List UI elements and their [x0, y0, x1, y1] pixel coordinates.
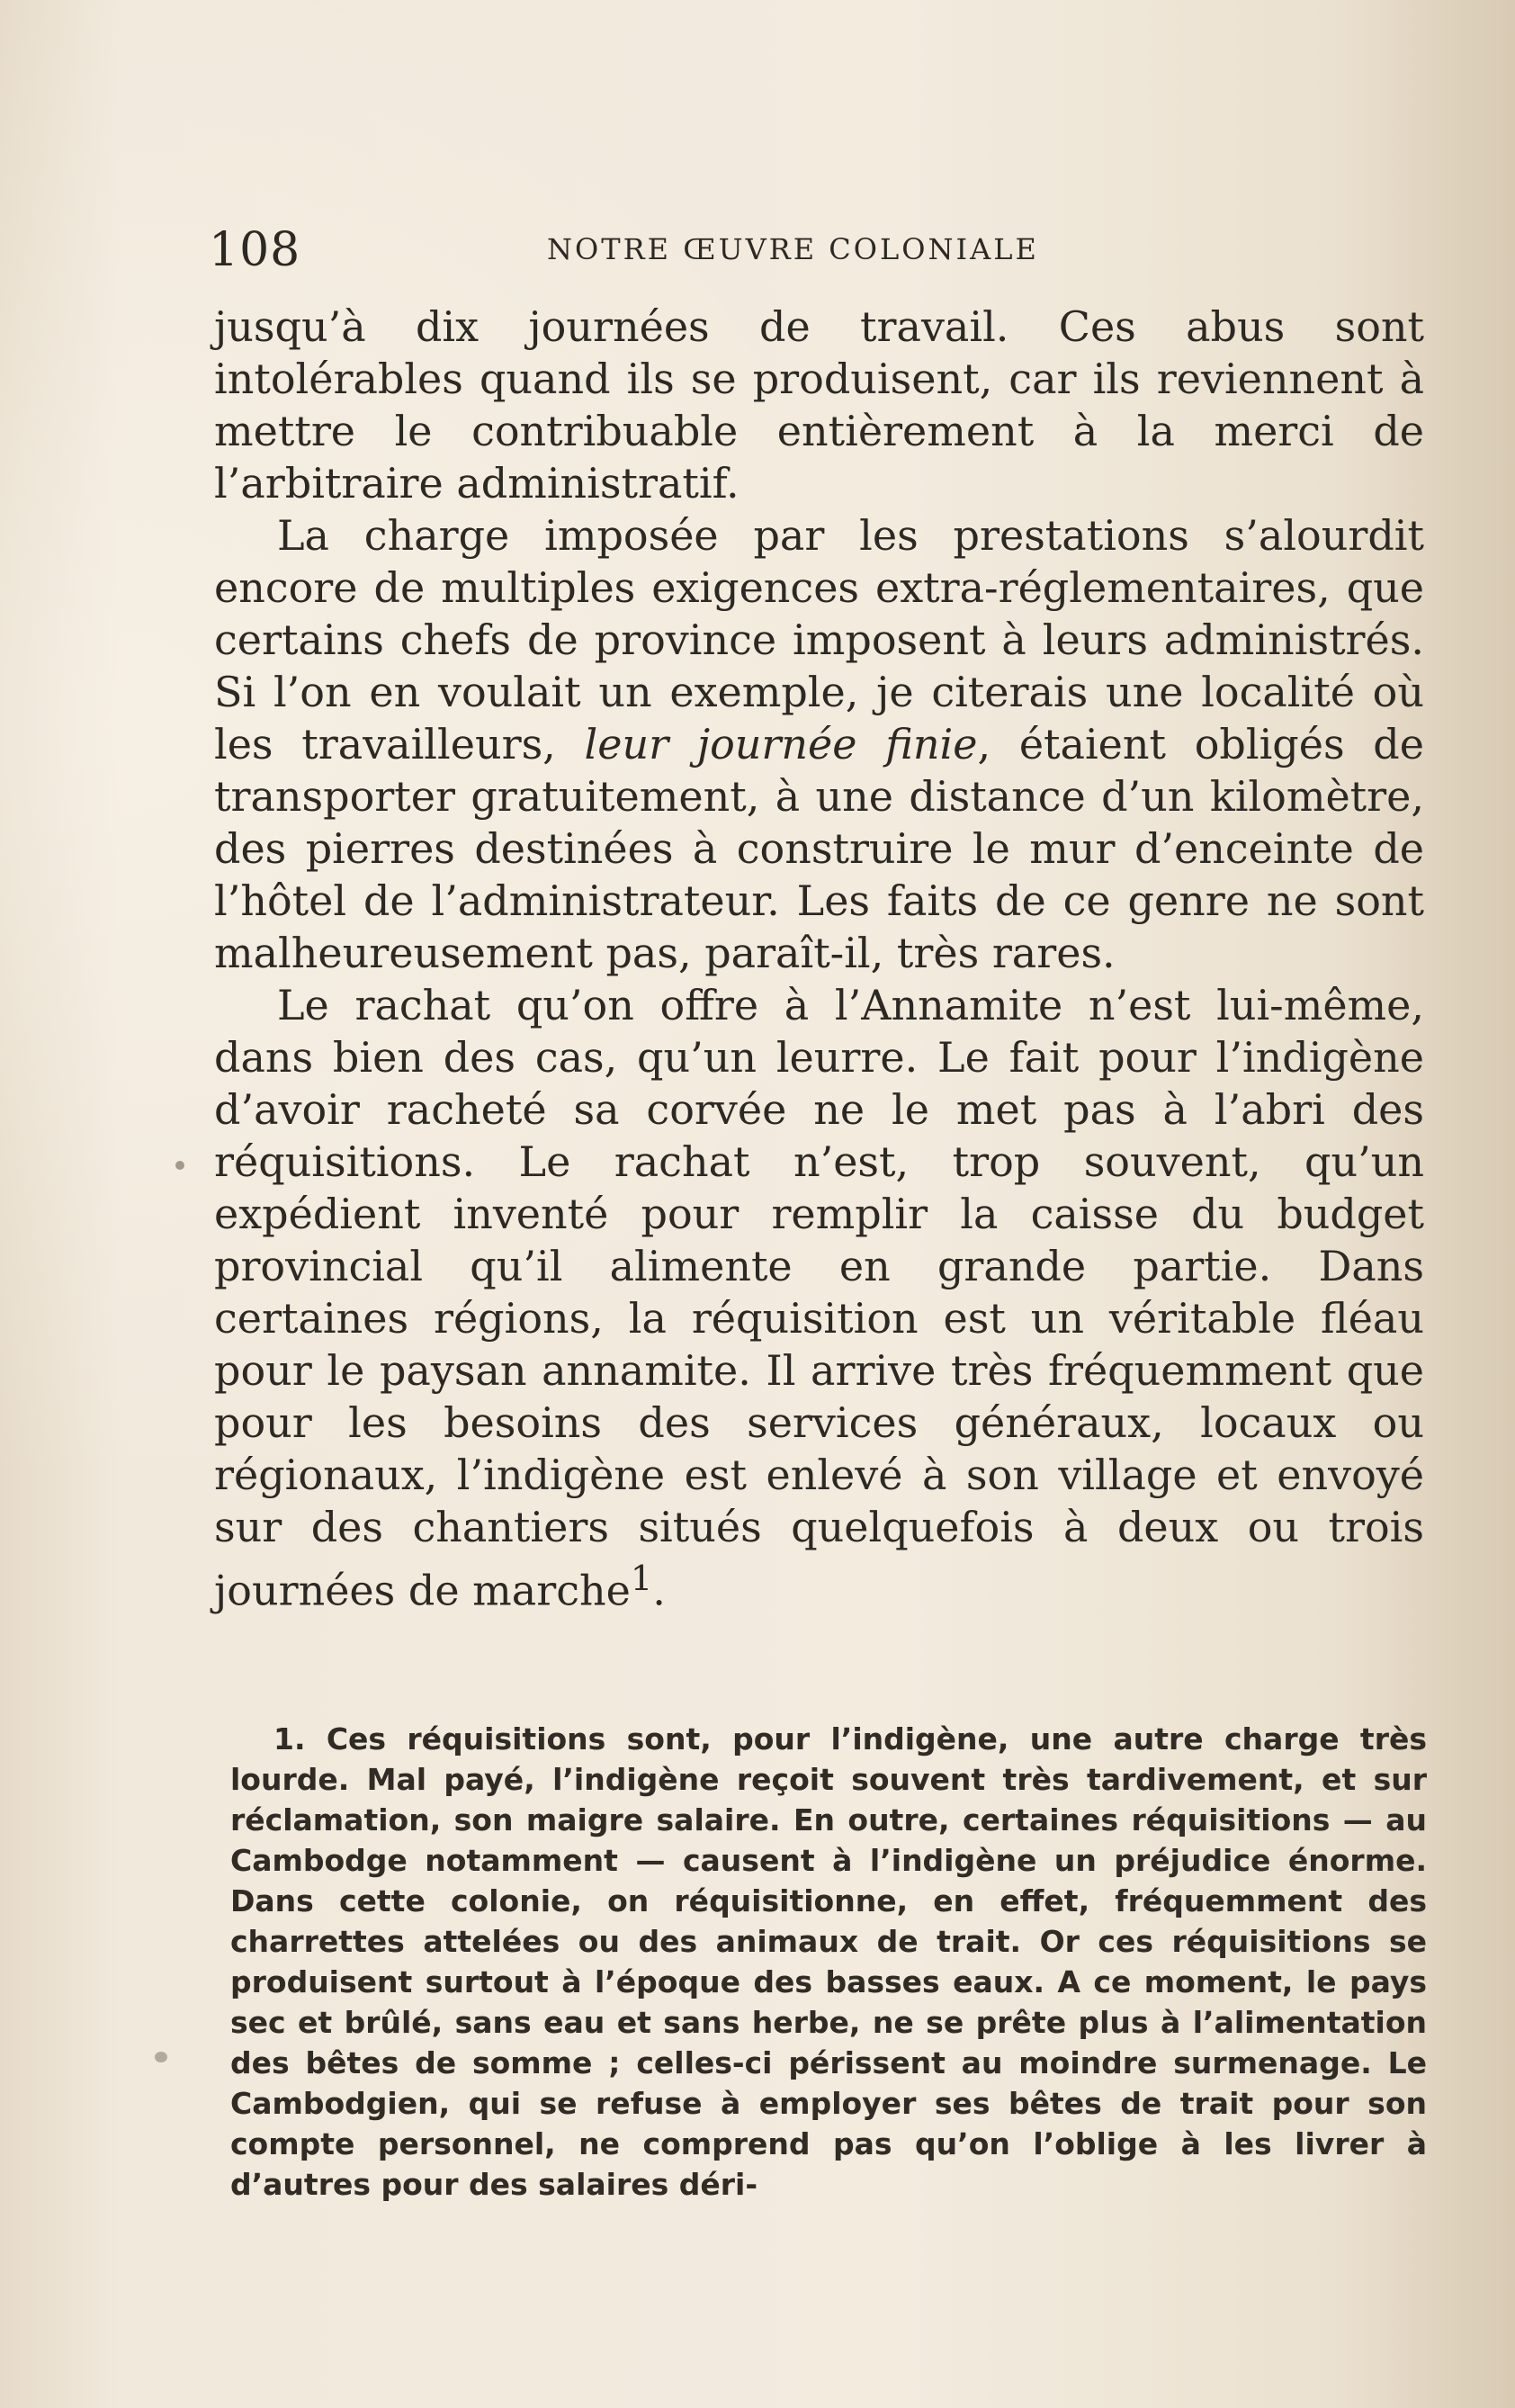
- margin-mark: [155, 2052, 167, 2062]
- margin-mark: [175, 1161, 184, 1170]
- footnote-text: Ces réquisitions sont, pour l’indigène, une autre charge très lourde. Mal payé, l’indigène reçoit souvent très tardivement, et sur réclamation, son maigre salaire. En outre, certaines réquisitions — au Cambodge notamment — causent à l’indigène un préjudice énorme. Dans cette colonie, on réquisitionne, en effet, fréquemment des charrettes attelées ou des animaux de trait. Or ces réquisitions se produisent surtout à l’époque des basses eaux. A ce moment, le pays sec et brûlé, sans eau et sans herbe, ne se prête plus à l’alimentation des bêtes de somme ; celles-ci périssent au moindre surmenage. Le Cambodgien, qui se refuse à employer ses bêtes de trait pour son compte personnel, ne comprend pas qu’on l’oblige à les livrer à d’autres pour des salaires déri-: [230, 1721, 1427, 2202]
- footnote-paragraph: [230, 1719, 1427, 2205]
- page-number: 108: [209, 223, 301, 277]
- body-text: [214, 301, 1424, 1616]
- page-header: [209, 223, 1108, 277]
- paragraph-rachat-end: .: [652, 1566, 666, 1615]
- paragraph-charge: [214, 509, 1424, 979]
- paragraph-charge-start: La charge imposée par les prestations s’alourdit encore de multiples exigences extra-réglementaires, que certains chefs de province imposent à leurs administrés. Si l’on en voulait un exemple, je citerais une localité où les travailleurs,: [214, 511, 1424, 768]
- paragraph-continued: jusqu’à dix journées de travail. Ces abus sont intolérables quand ils se produisent, car ils reviennent à mettre le contribuable entièrement à la merci de l’arbitraire administratif.: [214, 302, 1424, 508]
- footnote-reference[interactable]: 1: [630, 1559, 653, 1599]
- running-head: NOTRE ŒUVRE COLONIALE: [547, 232, 1039, 266]
- paragraph-rachat-text: Le rachat qu’on offre à l’Annamite n’est lui-même, dans bien des cas, qu’un leurre. Le fait pour l’indigène d’avoir racheté sa corvée ne le met pas à l’abri des réquisitions. Le rachat n’est, trop souvent, qu’un expédient inventé pour remplir la caisse du budget provincial qu’il alimente en grande partie. Dans certaines régions, la réquisition est un véritable fléau pour le paysan annamite. Il arrive très fréquemment que pour les besoins des services généraux, locaux ou régionaux, l’indigène est enlevé à son village et envoyé sur des chantiers situés quelquefois à deux ou trois journées de marche: [214, 981, 1424, 1615]
- footnote: [230, 1719, 1427, 2205]
- italic-phrase: leur journée finie: [584, 720, 978, 768]
- footnote-number: 1.: [273, 1721, 306, 1757]
- paragraph-rachat: [214, 979, 1424, 1616]
- paragraph-charge-end: , étaient obligés de transporter gratuitement, à une distance d’un kilomètre, des pierres destinées à construire le mur d’enceinte de l’hôtel de l’administrateur. Les faits de ce genre ne sont malheureusement pas, paraît-il, très rares.: [214, 720, 1424, 977]
